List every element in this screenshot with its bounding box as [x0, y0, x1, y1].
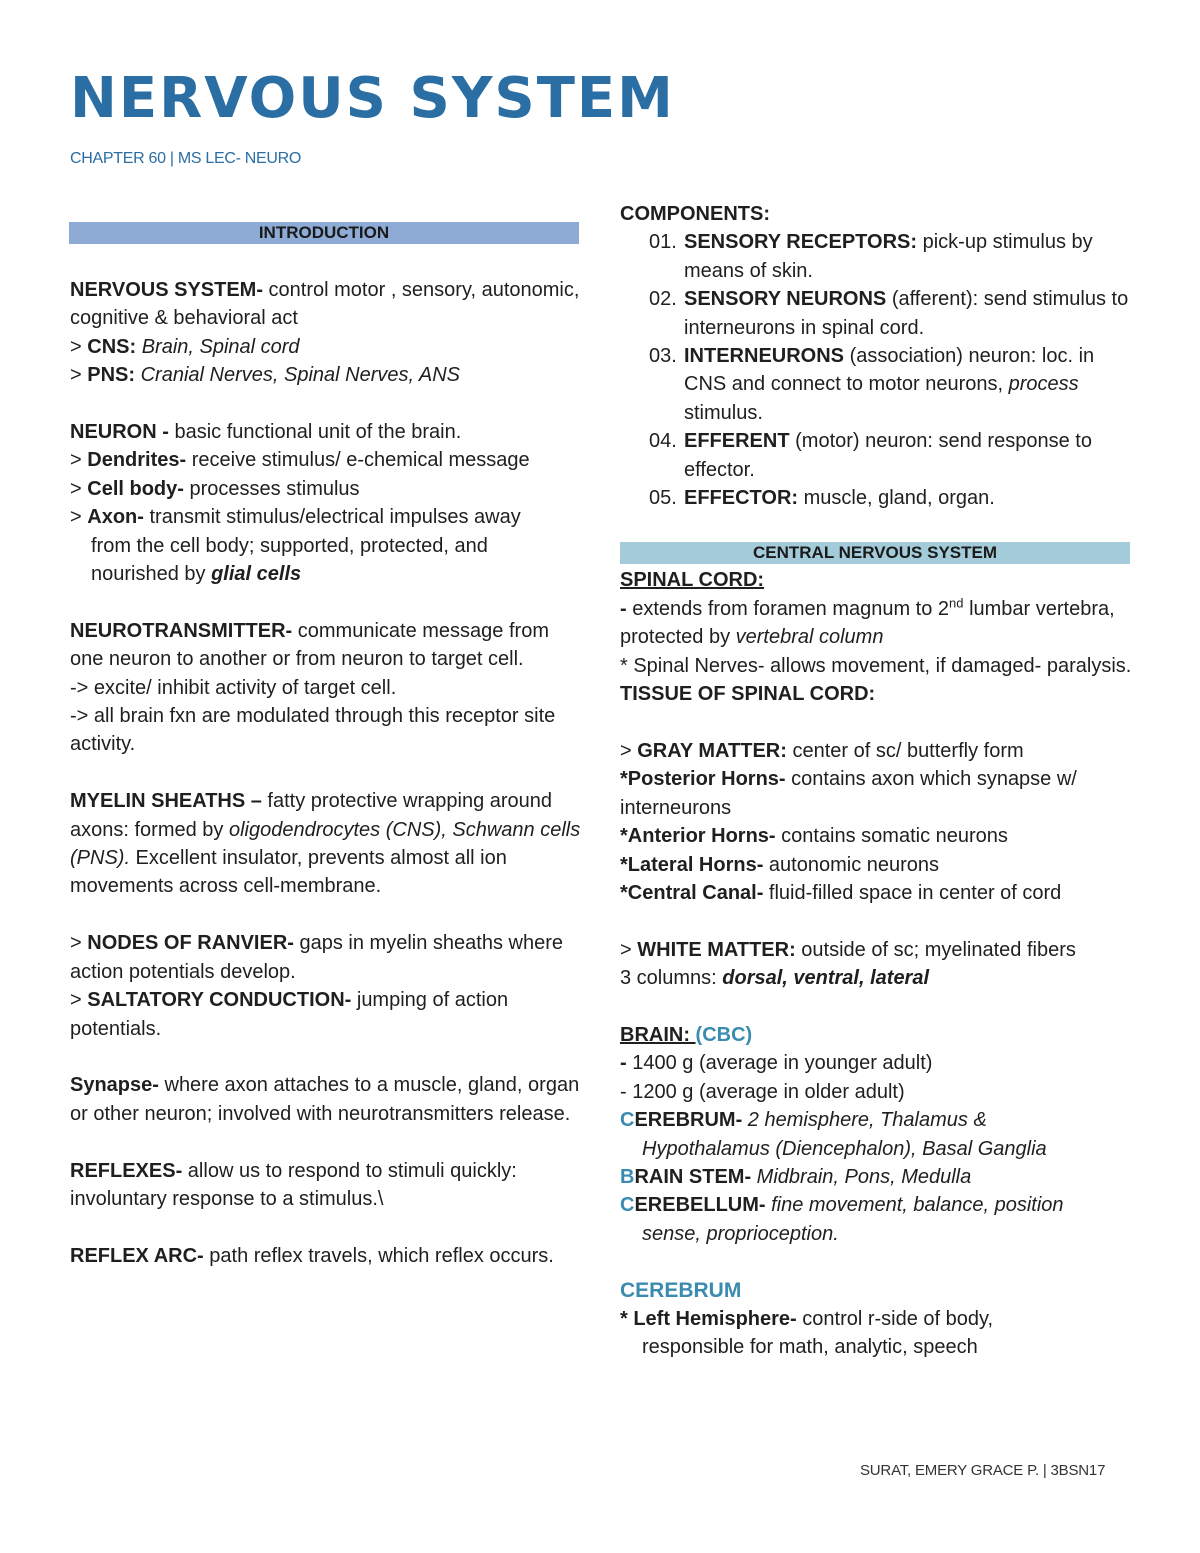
axon-line: > Axon- transmit stimulus/electrical impulses away — [70, 506, 521, 529]
spinal-cord-line-1: - extends from foramen magnum to 2nd lumbar vertebra, protected by vertebral column — [620, 595, 1115, 649]
neuron-definition: NEURON - basic functional unit of the brain. — [70, 421, 462, 444]
component-item: 03. INTERNEURONS (association) neuron: loc. in CNS and connect to motor neurons, process stimulus. — [649, 345, 1095, 424]
left-hemisphere-line-2: responsible for math, analytic, speech — [642, 1336, 978, 1359]
component-item: 01. SENSORY RECEPTORS: pick-up stimulus by means of skin. — [649, 231, 1093, 282]
gray-matter-item: *Posterior Horns- contains axon which synapse w/ interneurons — [620, 768, 1077, 819]
white-matter: > WHITE MATTER: outside of sc; myelinated fibers — [620, 938, 1076, 961]
nervous-system-definition: NERVOUS SYSTEM- control motor , sensory, autonomic, cognitive & behavioral act — [70, 279, 580, 330]
brain-title: BRAIN: (CBC) — [620, 1023, 753, 1046]
pns-line: > PNS: Cranial Nerves, Spinal Nerves, ANS — [70, 364, 460, 387]
cerebellum-line: CEREBELLUM- fine movement, balance, position — [620, 1194, 1064, 1217]
right-column — [620, 200, 1135, 1362]
myelin-definition: MYELIN SHEATHS – fatty protective wrapping around axons: formed by oligodendrocytes (CNS), Schwann cells (PNS). Excellent insulator, prevents almost all ion movements across cell-membrane. — [70, 790, 581, 898]
component-item: 04. EFFERENT (motor) neuron: send response to effector. — [649, 430, 1092, 481]
reflex-arc-definition: REFLEX ARC- path reflex travels, which reflex occurs. — [70, 1244, 554, 1267]
white-matter-columns: 3 columns: dorsal, ventral, lateral — [620, 967, 930, 990]
left-hemisphere-line: * Left Hemisphere- control r-side of body, — [620, 1307, 994, 1330]
neurotransmitter-definition: NEUROTRANSMITTER- communicate message from one neuron to another or from neuron to target cell. — [70, 619, 549, 671]
reflexes-definition: REFLEXES- allow us to respond to stimuli quickly: involuntary response to a stimulus.\ — [70, 1159, 517, 1210]
gray-matter-item: *Lateral Horns- autonomic neurons — [620, 853, 940, 876]
axon-continuation: from the cell body; supported, protected, and — [91, 534, 488, 557]
neurotransmitter-line-1: -> excite/ inhibit activity of target cell. — [70, 676, 397, 699]
footer-author: SURAT, EMERY GRACE P. | 3BSN17 — [860, 1462, 1106, 1479]
cerebrum-line: CEREBRUM- 2 hemisphere, Thalamus & — [620, 1109, 987, 1132]
page-subtitle: CHAPTER 60 | MS LEC- NEURO — [70, 150, 302, 167]
brain-weight-younger: - 1400 g (average in younger adult) — [620, 1052, 933, 1075]
cns-bar: CENTRAL NERVOUS SYSTEM — [620, 542, 1130, 564]
gray-matter-item: *Central Canal- fluid-filled space in center of cord — [620, 881, 1062, 904]
cns-line: > CNS: Brain, Spinal cord — [70, 335, 300, 358]
cerebellum-line-2: sense, proprioception. — [642, 1222, 839, 1245]
neurotransmitter-line-2: -> all brain fxn are modulated through this receptor site activity. — [70, 705, 556, 756]
components-title: COMPONENTS: — [620, 203, 770, 225]
gray-matter: > GRAY MATTER: center of sc/ butterfly form — [620, 739, 1024, 762]
component-item: 02. SENSORY NEURONS (afferent): send stimulus to interneurons in spinal cord. — [649, 288, 1129, 339]
saltatory-conduction: > SALTATORY CONDUCTION- jumping of action potentials. — [70, 989, 509, 1040]
cerebrum-heading: CEREBRUM — [620, 1278, 742, 1302]
dendrites-line: > Dendrites- receive stimulus/ e-chemical message — [70, 449, 530, 472]
gray-matter-item: *Anterior Horns- contains somatic neurons — [620, 825, 1008, 848]
cell-body-line: > Cell body- processes stimulus — [70, 477, 360, 500]
synapse-definition: Synapse- where axon attaches to a muscle, gland, organ or other neuron; involved with neurotransmitters release. — [70, 1074, 580, 1125]
brain-stem-line: BRAIN STEM- Midbrain, Pons, Medulla — [620, 1165, 972, 1188]
left-column — [70, 220, 585, 1270]
spinal-cord-line-2: * Spinal Nerves- allows movement, if damaged- paralysis. — [620, 654, 1132, 677]
brain-weight-older: - 1200 g (average in older adult) — [620, 1080, 905, 1103]
cerebrum-line-2: Hypothalamus (Diencephalon), Basal Ganglia — [642, 1137, 1047, 1160]
component-item: 05. EFFECTOR: muscle, gland, organ. — [649, 487, 995, 510]
tissue-title: TISSUE OF SPINAL CORD: — [620, 683, 876, 706]
nodes-of-ranvier: > NODES OF RANVIER- gaps in myelin sheaths where action potentials develop. — [70, 932, 563, 983]
page-title: NERVOUS SYSTEM — [70, 66, 675, 131]
spinal-cord-title: SPINAL CORD: — [620, 569, 765, 592]
introduction-bar: INTRODUCTION — [69, 222, 579, 244]
axon-continuation-2: nourished by glial cells — [91, 563, 302, 586]
